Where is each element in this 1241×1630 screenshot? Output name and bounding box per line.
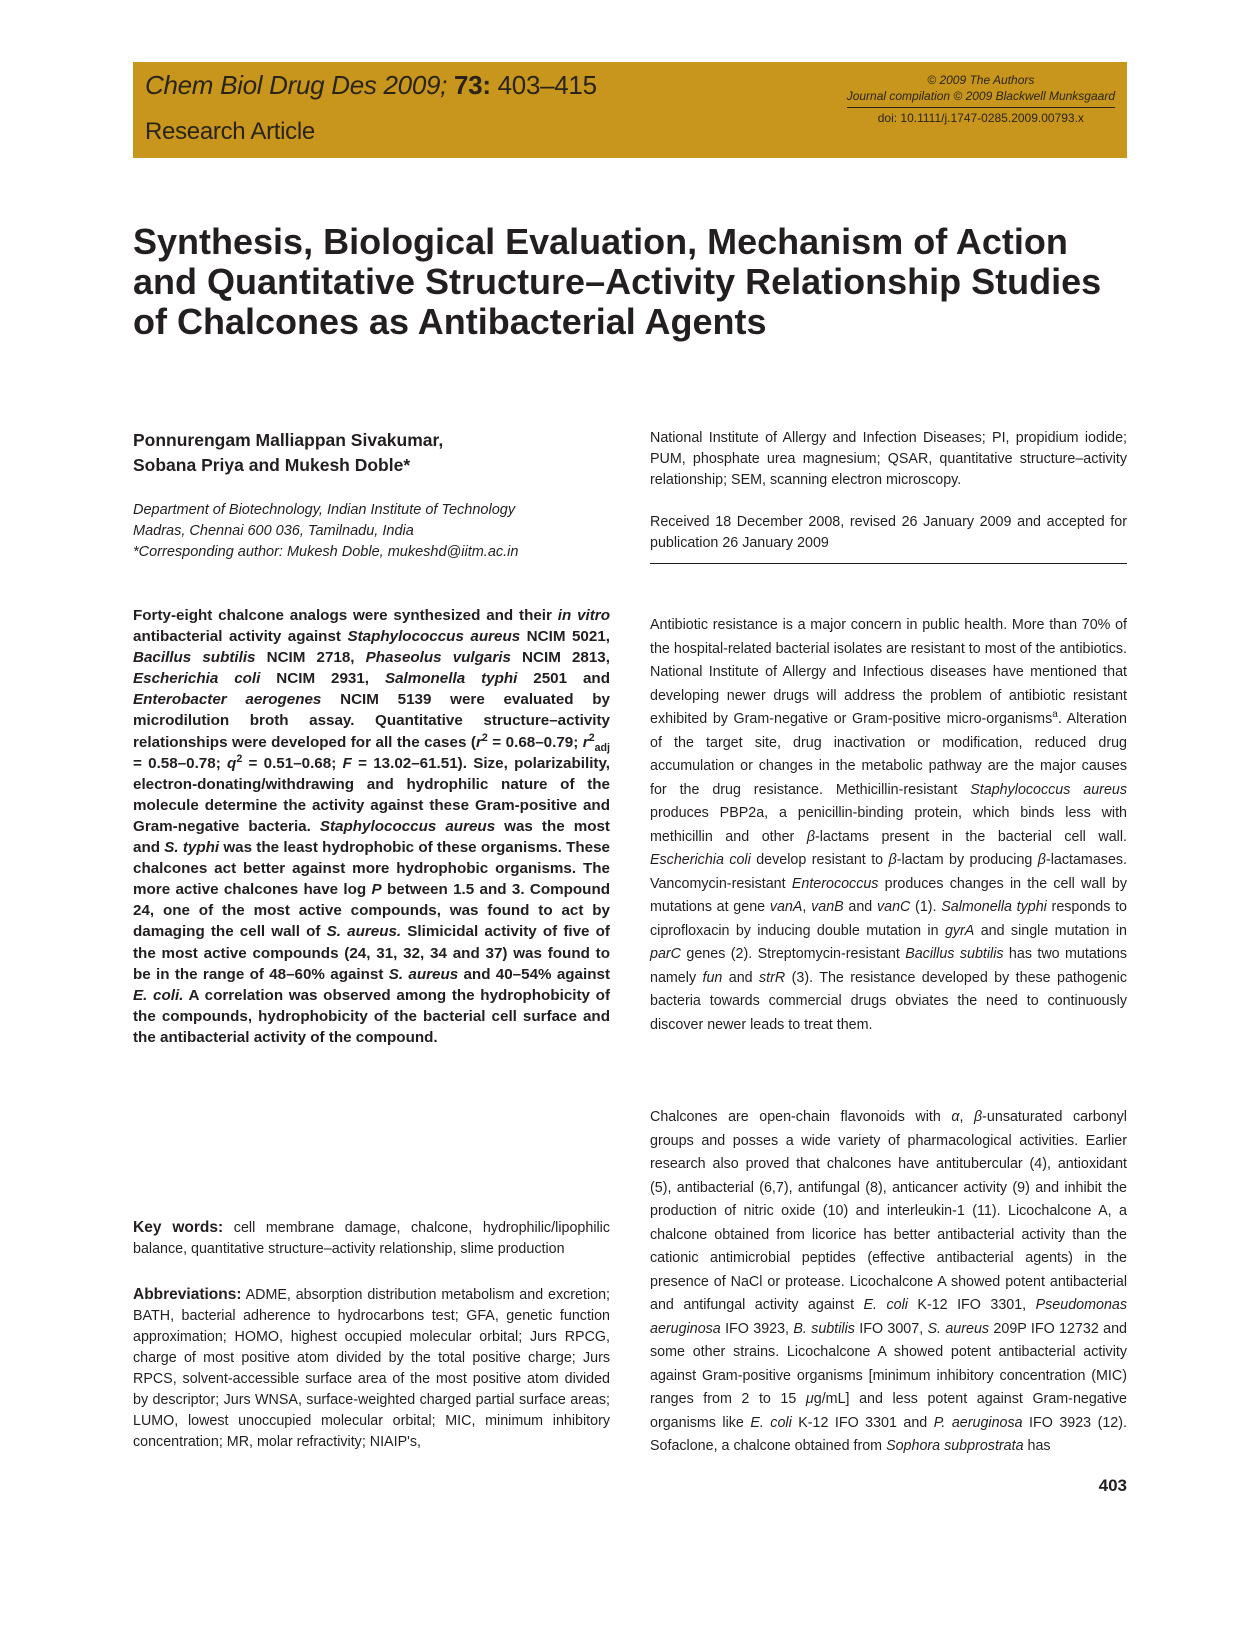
text-run: and (843, 899, 877, 915)
author-line: Ponnurengam Malliappan Sivakumar, (133, 430, 444, 450)
text-run: NCIM 5139 were evaluated by microdilution broth assay. Quantitative structure–activity relationships were developed for all the cases ( (133, 691, 610, 751)
text-run: responds to ciprofloxacin by inducing double mutation in (650, 899, 1128, 939)
text-run: Sophora subprostrata (886, 1438, 1024, 1454)
volume: 73: (454, 70, 491, 100)
text-run: g/mL] and less potent against Gram-negative organisms like (650, 1391, 1127, 1431)
text-run: and 40–54% against (458, 965, 611, 983)
received-dates (650, 512, 1127, 554)
journal-name: Chem Biol Drug Des 2009; (145, 70, 448, 100)
text-run: Antibiotic resistance is a major concern in public health. More than 70% of the hospital-related bacterial isolates are resistant to most of the antibiotics. National Institute of Allergy and Infectious diseases have mentioned that developing newer drugs will address the problem of antibiotic resistant exhibited by Gram-negative or Gram-positive micro-organisms (650, 617, 1127, 727)
text-run: Enterobacter aerogenes (133, 691, 322, 709)
text-run: antibacterial activity against (133, 628, 348, 646)
author-line: Sobana Priya and Mukesh Doble* (133, 455, 411, 475)
text-run: vanB (811, 899, 844, 915)
text-run: ADME, absorption distribution metabolism and excretion; BATH, bacterial adherence to hydrocarbons test; GFA, genetic function approximation; HOMO, highest occupied molecular orbital; Jurs RPCG, charge of most positive atom divided by the total positive charge; Jurs RPCS, solvent-accessible surface area of the most positive atom divided by descriptor; Jurs WNSA, surface-weighted charged partial surface areas; LUMO, lowest unoccupied molecular orbital; MIC, minimum inhibitory concentration; MR, molar refractivity; NIAIP's, (133, 1287, 610, 1450)
text-run: genes (2). Streptomycin-resistant (681, 946, 906, 962)
text-run: produces changes in the cell wall by mutations at gene (650, 875, 1128, 915)
text-run: Slimicidal activity of five of the most active compounds (24, 31, 32, 34 and 37) was found to be in the range of 48–60% against (133, 923, 610, 983)
text-run: -lactams present in the bacterial cell wall. (814, 828, 1127, 845)
keywords (133, 1217, 610, 1260)
text-run: adj (594, 741, 610, 754)
text-run: S. aureus (927, 1320, 990, 1337)
intro-paragraph-2 (650, 1106, 1127, 1459)
text-run: -unsaturated carbonyl groups and posses a wide variety of pharmacological activities. Earlier research also proved that chalcones have antitubercular (4), antioxidant (5), antibacterial (6,7), antifungal (8), anticancer activity (9) and inhibit the production of nitric oxide (10) and interleukin-1 (11). Licochalcone A, a chalcone obtained from licorice has better antibacterial activity than the cationic antimicrobial peptides (effective antibacterial agents) in the presence of NaCl or protease. Licochalcone A showed potent antibacterial and antifungal activity against (650, 1109, 1127, 1313)
text-run: 2 (236, 752, 243, 765)
text-run: IFO 3923, (720, 1320, 794, 1337)
text-run: IFO 3923 (12). Sofaclone, a chalcone obtained from (650, 1414, 1127, 1454)
abbreviations-continued (650, 428, 1127, 491)
abbreviations (133, 1284, 610, 1453)
text-run: develop resistant to (750, 852, 889, 868)
text-run: E. coli (863, 1297, 908, 1313)
text-run: E. coli. (133, 986, 184, 1004)
text-run: F (342, 754, 352, 772)
text-run: 2501 and (517, 670, 610, 688)
text-run: r (475, 733, 482, 751)
text-run: Pseudomonas aeruginosa (650, 1297, 1128, 1337)
text-run: B. subtilis (793, 1320, 855, 1337)
text-run: gyrA (944, 922, 975, 939)
text-run: β (973, 1109, 983, 1125)
text-run: = 0.58–0.78; (133, 754, 228, 772)
text-run: A correlation was observed among the hydrophobicity of the compounds, hydrophobicity of the bacterial cell surface and the antibacterial activity of the compound. (133, 986, 611, 1046)
affiliation-line: Department of Biotechnology, Indian Institute of Technology (133, 502, 516, 518)
text-run: Salmonella typhi (384, 670, 518, 688)
text-run: Escherichia coli (650, 852, 751, 868)
text-run: β (888, 852, 897, 868)
text-run: Phaseolus vulgaris (365, 649, 511, 667)
text-run: r (582, 733, 589, 751)
authors (133, 428, 443, 478)
text-run: = 13.02–61.51). Size, polarizability, electron-donating/withdrawing and hydrophilic nature of the molecule determine the activity against these Gram-positive and Gram-negative bacteria. (133, 754, 611, 835)
divider (650, 563, 1127, 564)
text-run: Staphylococcus aureus (319, 817, 496, 835)
copyright-block (847, 72, 1115, 126)
text-run: has two mutations namely (650, 946, 1127, 986)
copyright: © 2009 The Authors (927, 73, 1035, 87)
text-run: (3). The resistance developed by these pathogenic bacteria towards commercial drugs obviates the need to continuously discover newer leads to treat them. (650, 969, 1127, 1033)
text-run: , (959, 1109, 974, 1125)
text-run: 209P IFO 12732 and some other strains. Licochalcone A showed potent antibacterial activity against Gram-positive organisms [minimum inhibitory concentration (MIC) ranges from 2 to 15 (650, 1320, 1127, 1407)
text-run: S. aureus. (326, 923, 402, 941)
text-run: (1). (910, 899, 942, 915)
text-run: IFO 3007, (854, 1320, 928, 1337)
affiliation (133, 500, 518, 563)
text-run: vanA (769, 899, 803, 915)
text-run: K-12 IFO 3301 and (791, 1414, 934, 1431)
text-run: α (951, 1109, 960, 1125)
text-run: Staphylococcus aureus (347, 628, 521, 646)
text-run: q (227, 754, 237, 772)
page-range: 403–415 (497, 70, 597, 100)
text-run: and single mutation in (974, 922, 1127, 939)
text-run: -lactamases. Vancomycin-resistant (650, 852, 1128, 892)
text-run: = 0.51–0.68; (242, 754, 343, 772)
text-run: Received 18 December 2008, revised 26 January 2009 and accepted for publication 26 January 2009 (650, 514, 1127, 551)
corresponding-author: *Corresponding author: Mukesh Doble, mukeshd@iitm.ac.in (133, 544, 519, 560)
abstract (133, 605, 610, 1048)
text-run: Enterococcus (791, 875, 879, 892)
text-run: produces PBP2a, a penicillin-binding protein, which binds less with methicillin and other (650, 805, 1127, 845)
text-run: cell membrane damage, chalcone, hydrophilic/lipophilic balance, quantitative structure–activity relationship, slime production (133, 1220, 610, 1257)
text-run: = 0.68–0.79; (487, 733, 583, 751)
text-run: Staphylococcus aureus (970, 781, 1127, 798)
text-run: and (722, 969, 760, 986)
text-run: was the most and (133, 817, 610, 857)
journal-compilation: Journal compilation © 2009 Blackwell Munksgaard (846, 89, 1115, 103)
text-run: NCIM 2931, (260, 670, 385, 688)
text-run: , (802, 899, 812, 915)
text-run: μ (805, 1391, 814, 1407)
text-run: Escherichia coli (133, 670, 261, 688)
text-run: fun (702, 969, 723, 986)
text-run: S. typhi (164, 839, 220, 857)
article-type: Research Article (145, 118, 315, 145)
text-run: parC (650, 946, 681, 962)
article-title: Synthesis, Biological Evaluation, Mechanism of Action and Quantitative Structure–Activity Relationship Studies of Chalcones as Antibacterial Agents (133, 221, 1102, 342)
text-run: Salmonella typhi (941, 899, 1047, 915)
text-run: P. aeruginosa (933, 1414, 1023, 1431)
text-run: strR (759, 969, 786, 986)
text-run: has (1023, 1438, 1051, 1454)
text-run: K-12 IFO 3301, (907, 1297, 1036, 1313)
text-run: -lactam by producing (896, 852, 1038, 868)
journal-citation (145, 70, 597, 101)
intro-paragraph-1 (650, 614, 1127, 1037)
text-run: NCIM 2813, (510, 649, 610, 667)
text-run: Forty-eight chalcone analogs were synthesized and their (133, 607, 558, 624)
text-run: a (1052, 709, 1058, 721)
text-run: Key words: (133, 1219, 224, 1236)
text-run: National Institute of Allergy and Infection Diseases; PI, propidium iodide; PUM, phosphate urea magnesium; QSAR, quantitative structure–activity relationship; SEM, scanning electron microscopy. (650, 430, 1127, 488)
text-run: Bacillus subtilis (905, 946, 1004, 962)
text-run: E. coli (750, 1414, 792, 1431)
text-run: between 1.5 and 3. Compound 24, one of the most active compounds, was found to act by damaging the cell wall of (133, 881, 610, 941)
text-run: 2 (588, 731, 595, 744)
text-run: P (371, 881, 382, 899)
doi-link[interactable]: doi: 10.1111/j.1747-0285.2009.00793.x (877, 111, 1084, 125)
divider (847, 107, 1115, 108)
text-run: NCIM 2718, (255, 649, 366, 667)
text-run: vanC (876, 899, 911, 915)
text-run: . Alteration of the target site, drug inactivation or modification, reduced drug accumulation or changes in the metabolic pathway are the major causes for the drug resistance. Methicillin-resistant (650, 711, 1127, 798)
page-number: 403 (1098, 1476, 1127, 1495)
journal-header-band (133, 62, 1127, 158)
text-run: β (1037, 852, 1046, 868)
text-run: NCIM 5021, (520, 628, 610, 646)
text-run: 2 (481, 731, 488, 744)
text-run: S. aureus (388, 965, 459, 983)
affiliation-line: Madras, Chennai 600 036, Tamilnadu, India (133, 523, 414, 539)
text-run: Abbreviations: (133, 1286, 242, 1303)
text-run: in vitro (557, 607, 610, 624)
text-run: Chalcones are open-chain flavonoids with (650, 1109, 952, 1125)
text-run: was the least hydrophobic of these organisms. These chalcones act better against more hydrophobic organisms. The more active chalcones have log (133, 839, 610, 899)
text-run: Bacillus subtilis (133, 649, 256, 667)
text-run: β (806, 828, 815, 845)
